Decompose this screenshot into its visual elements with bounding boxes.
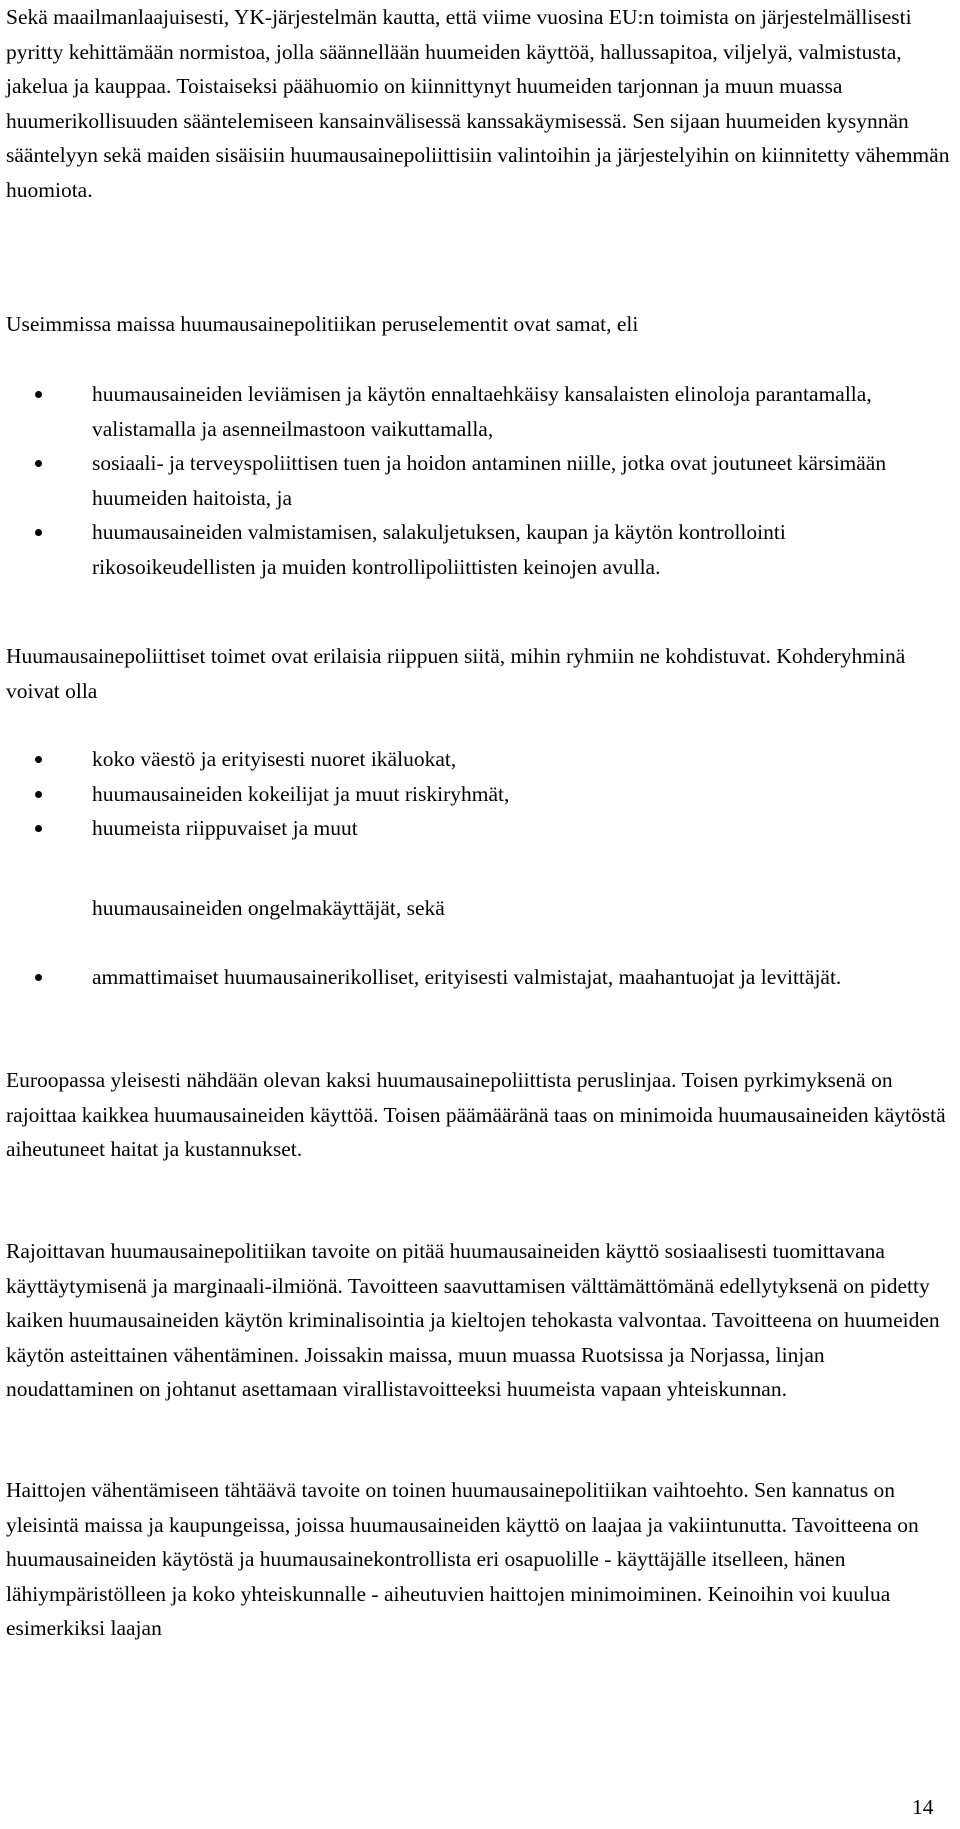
paragraph-restrictive-policy: Rajoittavan huumausainepolitiikan tavoite on pitää huumausaineiden käyttö sosiaalisesti tuomittavana käyttäytymisenä ja marginaali-ilmiönä. Tavoitteen saavuttamisen välttämättömänä edellytyksenä on pidetty kaiken huumausaineiden käytön kriminalisointia ja kieltojen tehokasta valvontaa. Tavoitteena on huumeiden käytön asteittainen vähentäminen. Joissakin maissa, muun muassa Ruotsissa ja Norjassa, linjan noudattaminen on johtanut asettamaan virallistavoitteeksi huumeista vapaan yhteiskunnan. bbox=[6, 1239, 940, 1401]
list-item: huumausaineiden valmistamisen, salakuljetuksen, kaupan ja käytön kontrollointi rikosoikeudellisten ja muiden kontrollipoliittisten keinojen avulla. bbox=[6, 515, 954, 584]
page-number: 14 bbox=[912, 1795, 934, 1819]
list-continuation: huumausaineiden ongelmakäyttäjät, sekä bbox=[92, 896, 445, 920]
bullet-list-target-groups-end bbox=[6, 960, 954, 995]
paragraph-harm-reduction: Haittojen vähentämiseen tähtäävä tavoite on toinen huumausainepolitiikan vaihtoehto. Sen kannatus on yleisintä maissa ja kaupungeissa, joissa huumausaineiden käyttö on laajaa ja vakiintunutta. Tavoitteena on huumausaineiden käytöstä ja huumausainekontrollista eri osapuolille - käyttäjälle itselleen, hänen lähiympäristölleen ja koko yhteiskunnalle - aiheutuvien haittojen minimoiminen. Keinoihin voi kuulua esimerkiksi laajan bbox=[6, 1478, 919, 1640]
paragraph-elements-intro: Useimmissa maissa huumausainepolitiikan peruselementit ovat samat, eli bbox=[6, 312, 639, 336]
list-item: huumausaineiden leviämisen ja käytön ennaltaehkäisy kansalaisten elinoloja parantamalla, valistamalla ja asenneilmastoon vaikuttamalla, bbox=[6, 377, 954, 446]
paragraph-target-groups: Huumausainepoliittiset toimet ovat erilaisia riippuen siitä, mihin ryhmiin ne kohdistuvat. Kohderyhminä voivat olla bbox=[6, 644, 906, 703]
paragraph-intro: Sekä maailmanlaajuisesti, YK-järjestelmän kautta, että viime vuosina EU:n toimista on järjestelmällisesti pyritty kehittämään normistoa, jolla säännellään huumeiden käyttöä, hallussapitoa, viljelyä, valmistusta, jakelua ja kauppaa. Toistaiseksi päähuomio on kiinnittynyt huumeiden tarjonnan ja muun muassa huumerikollisuuden sääntelemiseen kansainvälisessä kanssakäymisessä. Sen sijaan huumeiden kysynnän sääntelyyn sekä maiden sisäisiin huumausainepoliittisiin valintoihin ja järjestelyihin on kiinnitetty vähemmän huomiota. bbox=[6, 5, 950, 202]
bullet-list-target-groups bbox=[6, 742, 954, 846]
list-item: sosiaali- ja terveyspoliittisen tuen ja hoidon antaminen niille, jotka ovat joutuneet kärsimään huumeiden haitoista, ja bbox=[6, 446, 954, 515]
list-item: huumeista riippuvaiset ja muut bbox=[6, 811, 954, 846]
list-item: koko väestö ja erityisesti nuoret ikäluokat, bbox=[6, 742, 954, 777]
bullet-list-policy-elements bbox=[6, 377, 954, 584]
paragraph-two-lines: Euroopassa yleisesti nähdään olevan kaksi huumausainepoliittista peruslinjaa. Toisen pyrkimyksenä on rajoittaa kaikkea huumausaineiden käyttöä. Toisen päämääränä taas on minimoida huumausaineiden käytöstä aiheutuneet haitat ja kustannukset. bbox=[6, 1068, 946, 1161]
list-item: huumausaineiden kokeilijat ja muut riskiryhmät, bbox=[6, 777, 954, 812]
list-item: ammattimaiset huumausainerikolliset, erityisesti valmistajat, maahantuojat ja levittäjät. bbox=[6, 960, 954, 995]
